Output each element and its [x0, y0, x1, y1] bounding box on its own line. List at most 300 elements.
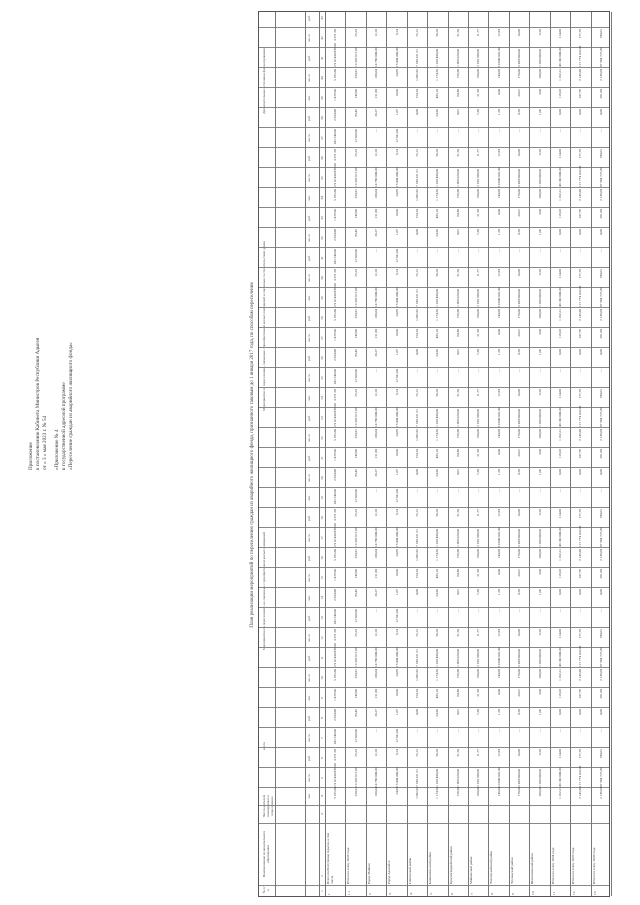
- column-number: 19: [320, 496, 324, 500]
- table-cell: 2 136,04: [598, 189, 603, 201]
- table-cell: 11,77: [476, 389, 481, 397]
- table-cell: 72,12: [414, 749, 419, 757]
- table-cell: 0,00: [557, 229, 562, 235]
- table-cell: 2 054,60: [333, 469, 338, 481]
- approval-line: к государственной адресной программе: [61, 382, 67, 470]
- unit-label: кв. м: [307, 134, 311, 142]
- table-cell: 10,00: [517, 749, 522, 757]
- table-cell: 1 479,60: [333, 689, 338, 701]
- table-cell: 21,50: [476, 689, 481, 697]
- table-cell: 190,09: [476, 69, 481, 79]
- table-cell: 2 430 000,00: [517, 409, 522, 427]
- table-cell: 5 165,60: [333, 69, 338, 81]
- program-table: [258, 11, 610, 897]
- table-cell: 12 560,60: [353, 369, 358, 383]
- table-cell: 72,12: [414, 389, 419, 397]
- column-divider: [259, 47, 609, 48]
- table-cell: 21,50: [476, 449, 481, 457]
- column-number: 1: [320, 890, 324, 892]
- table-cell: 1 162,21: [557, 787, 562, 799]
- table-cell: 12,10: [374, 629, 379, 637]
- table-cell: 20,01: [517, 209, 522, 217]
- row-divider: [488, 12, 489, 896]
- column-divider: [259, 647, 609, 648]
- unit-label: кв. м: [307, 274, 311, 282]
- column-divider: [259, 885, 609, 886]
- unit-label: руб.: [307, 115, 311, 121]
- table-cell: 3,00: [537, 89, 542, 95]
- table-cell: 1 082,62: [414, 787, 419, 799]
- column-divider: [259, 805, 609, 806]
- row-divider: [570, 12, 571, 896]
- table-cell: 1 479,60: [333, 569, 338, 581]
- row-name: Гиагинский район: [407, 857, 412, 884]
- table-cell: 2 250 700,00: [476, 169, 481, 187]
- table-cell: 60,80: [455, 209, 460, 217]
- unit-label: руб.: [307, 615, 311, 621]
- table-cell: 6,50: [537, 629, 542, 635]
- table-cell: 10,00: [517, 29, 522, 37]
- table-cell: 200,00: [537, 309, 542, 319]
- table-cell: 13 263 971,60: [353, 647, 358, 667]
- row-divider: [509, 12, 510, 896]
- table-cell: 2 916 434 836,80: [333, 763, 338, 787]
- row-divider: [529, 12, 530, 896]
- table-cell: 177,79: [578, 629, 583, 639]
- table-cell: 405,10: [435, 89, 440, 99]
- column-number: 20: [320, 476, 324, 480]
- table-cell: 3,00: [537, 449, 542, 455]
- column-number: 3: [320, 813, 324, 815]
- column-divider: [259, 227, 609, 228]
- table-cell: 25,23: [353, 29, 358, 37]
- table-cell: 0,00: [557, 589, 562, 595]
- table-cell: 1 082,62: [414, 69, 419, 81]
- unit-label: руб.: [307, 715, 311, 721]
- table-cell: 8,14: [394, 269, 399, 275]
- header-name: Наименование муниципального образования: [262, 830, 270, 878]
- table-cell: 1,50: [496, 349, 501, 355]
- table-cell: —: [517, 369, 522, 373]
- table-cell: 2 145,60: [578, 429, 583, 441]
- table-cell: 211,60: [374, 449, 379, 459]
- table-cell: 200,00: [537, 669, 542, 679]
- table-cell: 1 160 400,00: [435, 49, 440, 67]
- table-cell: 282 246,00: [333, 489, 338, 505]
- approval-line: от « 3 » мая 2023 г. № 54: [42, 415, 48, 470]
- table-cell: 1,07: [394, 469, 399, 475]
- table-cell: —: [517, 129, 522, 133]
- table-cell: 6,50: [537, 29, 542, 35]
- table-cell: 0,00: [598, 349, 603, 355]
- table-cell: 60,80: [455, 569, 460, 577]
- table-cell: 7 180 321,51: [414, 529, 419, 547]
- table-cell: —: [435, 129, 440, 133]
- table-cell: 282 246,00: [333, 369, 338, 385]
- table-cell: 8,14: [394, 509, 399, 515]
- table-cell: —: [414, 369, 419, 373]
- table-cell: 282 246,00: [333, 129, 338, 145]
- table-cell: 1 174,50: [435, 189, 440, 201]
- column-divider: [259, 247, 609, 248]
- column-number: 36: [320, 156, 324, 160]
- unit-label: кв. м: [307, 574, 311, 582]
- table-cell: 20,27: [374, 709, 379, 717]
- unit-label: руб.: [307, 155, 311, 161]
- table-cell: 211,60: [374, 89, 379, 99]
- column-number: 35: [320, 176, 324, 180]
- table-cell: 18,00: [394, 569, 399, 577]
- table-cell: 1,06: [537, 109, 542, 115]
- table-cell: 10,00: [517, 389, 522, 397]
- table-cell: 7,30: [476, 229, 481, 235]
- column-divider: [259, 527, 609, 528]
- table-cell: 3 371,58: [333, 29, 338, 41]
- table-cell: 1,06: [537, 229, 542, 235]
- column-number: 4: [320, 795, 324, 797]
- table-cell: 1 160 400,00: [435, 409, 440, 427]
- column-divider: [259, 287, 609, 288]
- table-cell: 190,09: [476, 787, 481, 797]
- table-cell: —: [557, 369, 562, 373]
- table-cell: —: [557, 729, 562, 733]
- table-cell: 21,50: [455, 629, 460, 637]
- table-cell: 10,00: [517, 149, 522, 157]
- table-cell: —: [537, 609, 542, 613]
- table-cell: 197,76: [578, 329, 583, 339]
- column-number: 23: [320, 416, 324, 420]
- table-cell: 149,90: [353, 209, 358, 219]
- table-cell: 13 263 971,60: [353, 767, 358, 787]
- table-cell: 100,04: [374, 309, 379, 319]
- table-cell: 50,10: [435, 269, 440, 277]
- row-divider: [468, 12, 469, 896]
- table-cell: 5 165,60: [333, 549, 338, 561]
- table-cell: 20,01: [517, 89, 522, 97]
- table-cell: 15 004 060,00: [394, 167, 399, 187]
- table-cell: 50,10: [435, 149, 440, 157]
- table-cell: 1 960 020,00: [455, 649, 460, 667]
- table-cell: 12,94: [496, 269, 501, 277]
- table-cell: 24,56: [435, 589, 440, 597]
- table-cell: 159,60: [455, 309, 460, 319]
- table-cell: 1 162,21: [557, 69, 562, 81]
- table-cell: 0,50: [517, 229, 522, 235]
- table-cell: 0,00: [578, 229, 583, 235]
- table-cell: 72,12: [414, 509, 419, 517]
- table-cell: 6,50: [537, 509, 542, 515]
- table-cell: —: [598, 609, 603, 613]
- table-cell: 0,50: [517, 349, 522, 355]
- table-cell: 6,50: [537, 149, 542, 155]
- column-number: 40: [320, 76, 324, 80]
- table-cell: 25,23: [353, 629, 358, 637]
- column-divider: [259, 727, 609, 728]
- row-name: Итого по этапу 2025 года: [571, 847, 576, 884]
- table-cell: —: [435, 609, 440, 613]
- table-cell: 0,00: [414, 469, 419, 475]
- column-number: 8: [320, 717, 324, 719]
- unit-label: чел.: [307, 595, 311, 601]
- column-number: 10: [320, 676, 324, 680]
- table-cell: 8,14: [394, 749, 399, 755]
- column-divider: [259, 747, 609, 748]
- table-cell: 1 020 000,00: [537, 169, 542, 187]
- table-cell: 7,30: [476, 709, 481, 715]
- table-cell: 1,07: [394, 709, 399, 715]
- approval-line: к постановлению Кабинета Министров Республики Адыгея: [35, 337, 41, 470]
- table-cell: 171 774 410,00: [578, 405, 583, 427]
- row-number: 1.1: [347, 890, 352, 895]
- unit-label: руб.: [307, 455, 311, 461]
- table-cell: 1 020 000,00: [537, 49, 542, 67]
- table-cell: 1 174,50: [435, 309, 440, 321]
- table-cell: 405,10: [435, 569, 440, 579]
- column-divider: [259, 87, 609, 88]
- table-cell: 724,10: [414, 569, 419, 579]
- table-cell: 177,79: [578, 269, 583, 279]
- table-cell: 0,01: [455, 229, 460, 235]
- unit-label: руб.: [307, 355, 311, 361]
- row-number: 7.: [470, 892, 474, 895]
- column-divider: [259, 823, 609, 824]
- table-cell: —: [435, 489, 440, 493]
- column-number: 14: [320, 596, 324, 600]
- table-cell: 0,00: [578, 469, 583, 475]
- table-cell: 12 501,00: [394, 249, 399, 263]
- table-cell: 177,79: [578, 149, 583, 159]
- table-cell: —: [455, 729, 460, 733]
- table-cell: 180,01: [598, 749, 603, 759]
- table-cell: 12,10: [374, 269, 379, 277]
- column-number: 11: [320, 656, 324, 660]
- table-cell: 180,01: [598, 269, 603, 279]
- table-cell: 12,94: [496, 29, 501, 37]
- table-cell: —: [435, 249, 440, 253]
- table-cell: —: [578, 369, 583, 373]
- table-cell: 2 054,60: [333, 709, 338, 721]
- table-cell: 50,10: [435, 629, 440, 637]
- table-cell: 159,60: [455, 69, 460, 79]
- table-cell: 12,10: [374, 389, 379, 397]
- table-cell: —: [537, 129, 542, 133]
- table-cell: 12 501,00: [394, 729, 399, 743]
- table-cell: 140,00: [496, 787, 501, 797]
- table-cell: —: [435, 369, 440, 373]
- table-cell: 0,50: [517, 589, 522, 595]
- table-cell: 10 000 001,00: [496, 527, 501, 547]
- row-number: 4.: [408, 892, 413, 895]
- table-cell: 25,23: [353, 269, 358, 277]
- column-divider: [259, 347, 609, 348]
- table-cell: 100,04: [374, 429, 379, 439]
- table-cell: 21,50: [455, 509, 460, 517]
- column-number: 31: [320, 256, 324, 260]
- table-cell: 1,50: [496, 589, 501, 595]
- column-number: 16: [320, 556, 324, 560]
- table-cell: 140,00: [496, 69, 501, 79]
- table-cell: 14 780 000,00: [374, 47, 379, 67]
- table-cell: 2 430 000,00: [517, 169, 522, 187]
- table-cell: 1 174,50: [435, 669, 440, 681]
- table-cell: 8,14: [394, 389, 399, 395]
- table-cell: 3 371,58: [333, 509, 338, 521]
- unit-label: руб.: [307, 315, 311, 321]
- table-cell: 83,45: [353, 709, 358, 717]
- approval-line: «Переселение граждан из аварийного жилищного фонда»: [68, 342, 74, 470]
- header-divider: [275, 12, 276, 896]
- table-cell: 15 004 060,00: [394, 767, 399, 787]
- table-cell: 20,27: [374, 589, 379, 597]
- table-cell: —: [496, 129, 501, 133]
- column-number: 29: [320, 296, 324, 300]
- table-cell: 2 916 434 836,80: [333, 43, 338, 67]
- table-cell: 190,09: [476, 549, 481, 559]
- column-number: 26: [320, 356, 324, 360]
- table-cell: 83,45: [353, 229, 358, 237]
- table-cell: 724,10: [414, 449, 419, 459]
- table-cell: —: [476, 129, 481, 133]
- table-cell: 2 430 000,00: [517, 649, 522, 667]
- table-cell: 1 160 400,00: [435, 649, 440, 667]
- table-cell: 24,05: [394, 189, 399, 197]
- table-cell: 87 364 727,00: [598, 767, 603, 787]
- table-cell: 7 180 321,51: [414, 649, 419, 667]
- table-cell: —: [455, 609, 460, 613]
- unit-label: руб.: [307, 215, 311, 221]
- table-cell: —: [598, 129, 603, 133]
- table-cell: 190,09: [476, 669, 481, 679]
- unit-label: чел.: [307, 95, 311, 101]
- table-cell: 14 780 000,00: [374, 527, 379, 547]
- table-cell: 12,94: [496, 149, 501, 157]
- row-name: Город Адыгейск: [387, 860, 392, 884]
- column-divider: [259, 127, 609, 128]
- column-divider: [259, 567, 609, 568]
- table-cell: 1 960 020,00: [455, 529, 460, 547]
- table-cell: 18,00: [394, 689, 399, 697]
- row-number: 10.: [531, 890, 536, 895]
- table-cell: 2 430 000,00: [517, 769, 522, 787]
- table-cell: 2 250 700,00: [476, 49, 481, 67]
- table-cell: 14 780 000,00: [374, 287, 379, 307]
- row-number: 3.: [388, 892, 393, 895]
- table-cell: 114,00: [557, 629, 562, 639]
- table-cell: 0,01: [455, 349, 460, 355]
- row-name: Итого по этапу 2026 года: [591, 847, 596, 884]
- table-cell: 12 560,60: [353, 729, 358, 743]
- table-cell: 1 082,62: [414, 669, 419, 681]
- table-cell: 1 960 020,00: [455, 169, 460, 187]
- column-divider: [259, 687, 609, 688]
- table-cell: 12,10: [374, 29, 379, 37]
- column-divider: [259, 207, 609, 208]
- row-name: Шовгеновский район: [530, 853, 535, 884]
- table-cell: 197,76: [578, 89, 583, 99]
- table-cell: —: [578, 249, 583, 253]
- table-cell: —: [374, 729, 379, 733]
- column-divider: [259, 147, 609, 148]
- table-cell: 83,45: [353, 589, 358, 597]
- table-cell: 10 000 001,00: [496, 287, 501, 307]
- table-cell: 72,12: [414, 629, 419, 637]
- table-cell: 100,04: [374, 189, 379, 199]
- table-cell: 11,77: [476, 509, 481, 517]
- table-cell: 190,09: [476, 429, 481, 439]
- table-cell: 0,01: [455, 709, 460, 715]
- table-cell: 170,00: [517, 669, 522, 679]
- table-cell: 2 054,60: [333, 349, 338, 361]
- column-number: 2: [320, 875, 324, 877]
- unit-label: кв. м: [307, 234, 311, 242]
- table-cell: 180,01: [598, 629, 603, 639]
- table-cell: 8,14: [394, 629, 399, 635]
- table-cell: 12,10: [374, 749, 379, 757]
- unit-label: кв. м: [307, 334, 311, 342]
- table-cell: 7,30: [476, 349, 481, 355]
- table-cell: 114,00: [557, 149, 562, 159]
- table-cell: 18,00: [394, 209, 399, 217]
- table-cell: 3,00: [537, 569, 542, 575]
- table-cell: 114,00: [557, 749, 562, 759]
- table-cell: 100,04: [374, 69, 379, 79]
- table-cell: 261,00: [598, 329, 603, 339]
- row-number: 13.: [592, 890, 597, 895]
- column-number: 37: [320, 136, 324, 140]
- table-cell: 1 160 400,00: [435, 769, 440, 787]
- table-cell: —: [557, 609, 562, 613]
- table-cell: 5 165,60: [333, 189, 338, 201]
- table-cell: —: [476, 609, 481, 613]
- table-cell: 8,14: [394, 149, 399, 155]
- table-cell: 159,60: [455, 787, 460, 797]
- table-cell: —: [557, 489, 562, 493]
- column-divider: [259, 507, 609, 508]
- table-cell: 177,79: [578, 749, 583, 759]
- table-cell: 119,03: [557, 329, 562, 339]
- row-number: 1.: [327, 892, 331, 895]
- table-cell: 20,01: [517, 689, 522, 697]
- table-cell: 6,50: [537, 269, 542, 275]
- table-cell: —: [455, 249, 460, 253]
- approval-line: «Приложение № 4: [54, 429, 60, 470]
- column-divider: [259, 387, 609, 388]
- table-cell: —: [598, 729, 603, 733]
- table-cell: 0,00: [496, 569, 501, 575]
- table-cell: 1 174,50: [435, 69, 440, 81]
- row-name: Город Майкоп: [366, 863, 371, 884]
- row-name: Итого по этапу 2024 года: [550, 847, 555, 884]
- table-cell: 171 774 410,00: [578, 645, 583, 667]
- column-divider: [259, 187, 609, 188]
- table-cell: 0,01: [455, 589, 460, 595]
- unit-label: руб.: [307, 15, 311, 21]
- table-cell: 10 000 001,00: [496, 647, 501, 667]
- table-cell: 0,00: [496, 689, 501, 695]
- table-cell: —: [374, 489, 379, 493]
- table-cell: 1,07: [394, 589, 399, 595]
- table-cell: 40 100 000,00: [557, 407, 562, 427]
- table-cell: 20,01: [517, 569, 522, 577]
- table-cell: 7,30: [476, 109, 481, 115]
- table-cell: 200,00: [537, 787, 542, 797]
- column-number: 39: [320, 96, 324, 100]
- table-cell: 0,00: [578, 709, 583, 715]
- table-cell: 177,79: [578, 509, 583, 519]
- table-cell: 11,77: [476, 269, 481, 277]
- unit-label: чел.: [307, 793, 311, 799]
- unit-label: руб.: [307, 255, 311, 261]
